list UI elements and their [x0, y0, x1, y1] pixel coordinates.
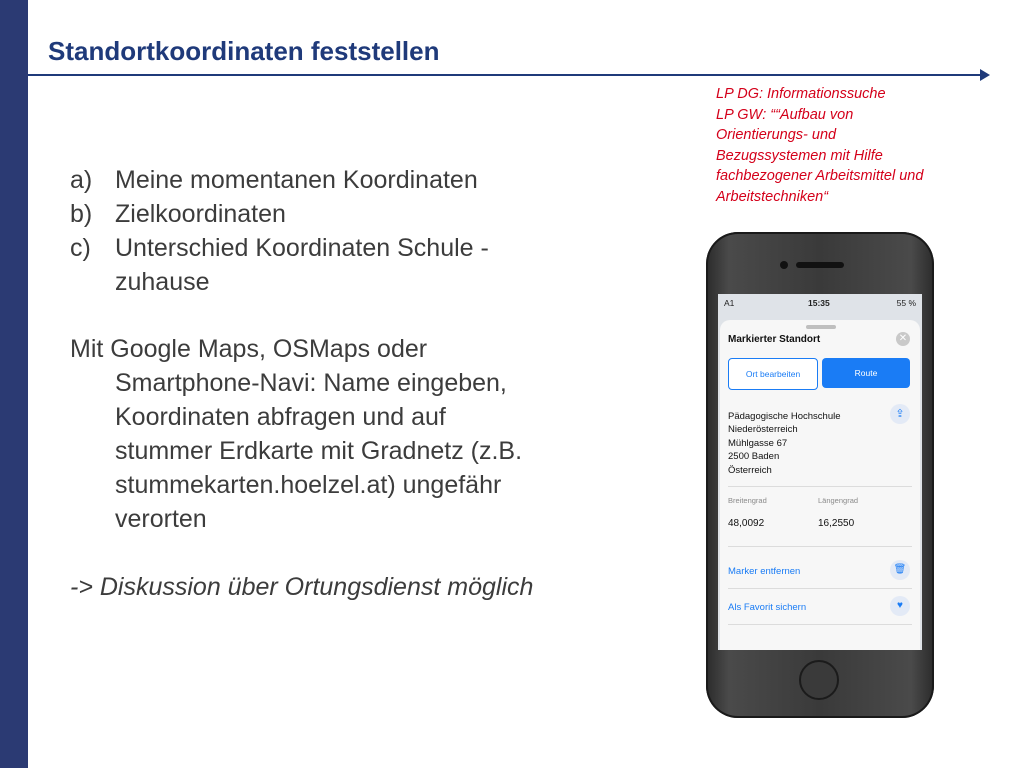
longitude-label: Längengrad [818, 496, 859, 505]
list-item-label: b) [70, 200, 93, 228]
address-line: Pädagogische Hochschule [728, 411, 841, 422]
address-line: 2500 Baden [728, 451, 780, 463]
front-camera [780, 261, 788, 269]
marker-sheet [720, 320, 920, 650]
divider [728, 546, 912, 547]
slide-content [70, 163, 540, 604]
home-button[interactable] [799, 660, 839, 700]
route-button[interactable]: Route [822, 358, 910, 388]
address-line: Niederösterreich [728, 424, 798, 436]
earpiece-speaker [796, 262, 844, 268]
title-rule [28, 74, 986, 76]
save-favorite-link[interactable]: Als Favorit sichern [728, 602, 807, 613]
slide-title: Standortkoordinaten feststellen [48, 36, 440, 66]
title-rule-arrow [980, 69, 990, 81]
curriculum-note [716, 84, 976, 207]
address-line: Mühlgasse 67 [728, 437, 788, 449]
status-bar [718, 294, 922, 312]
latitude-value: 48,0092 [728, 518, 765, 529]
note-line: Bezugssystemen mit Hilfe [716, 147, 883, 164]
address-block [728, 410, 841, 477]
list-item-text: Meine momentanen Koordinaten [115, 166, 478, 194]
note-line: LP GW: ““Aufbau von [716, 106, 854, 123]
remove-marker-link[interactable]: Marker entfernen [728, 566, 801, 577]
divider [728, 588, 912, 589]
carrier-label: A1 [724, 298, 735, 308]
instruction-paragraph: Mit Google Maps, OSMaps oder Smartphone-Navi: Name eingeben, Koordinaten abfragen und auf stummer Erdkarte mit Gradnetz (z.B. stummekarten.hoelzel.at) ungefähr verorten [70, 335, 523, 533]
battery-level: 55 % [896, 298, 916, 308]
trash-icon[interactable]: 🗑 [890, 560, 910, 580]
list-item-text: Unterschied Koordinaten Schule - zuhause [115, 234, 489, 296]
discussion-note: -> Diskussion über Ortungsdienst möglich [70, 573, 534, 601]
smartphone-image [706, 232, 934, 718]
address-line: Österreich [728, 464, 772, 476]
latitude-label: Breitengrad [728, 496, 767, 505]
phone-screen [718, 294, 922, 650]
note-line: LP DG: Informationssuche [716, 86, 886, 102]
list-item-label: c) [70, 234, 91, 262]
list-item [70, 163, 540, 197]
divider [728, 486, 912, 487]
longitude-value: 16,2550 [818, 518, 855, 529]
edit-location-button[interactable]: Ort bearbeiten [728, 358, 818, 390]
sheet-title: Markierter Standort [728, 334, 821, 345]
note-line: Orientierungs- und [716, 127, 837, 143]
list-item-text: Zielkoordinaten [115, 200, 286, 228]
divider [728, 624, 912, 625]
share-icon[interactable]: ⇪ [890, 404, 910, 424]
note-line: fachbezogener Arbeitsmittel und [716, 168, 924, 184]
note-line: Arbeitstechniken“ [716, 188, 829, 205]
list-item-label: a) [70, 166, 93, 194]
slide-sidebar-bar [0, 0, 28, 768]
list-item [70, 197, 540, 231]
list-item [70, 231, 540, 299]
status-time: 15:35 [808, 298, 830, 308]
sheet-grabber[interactable] [806, 325, 836, 329]
heart-icon[interactable]: ♥ [890, 596, 910, 616]
close-icon[interactable]: ✕ [896, 332, 910, 346]
